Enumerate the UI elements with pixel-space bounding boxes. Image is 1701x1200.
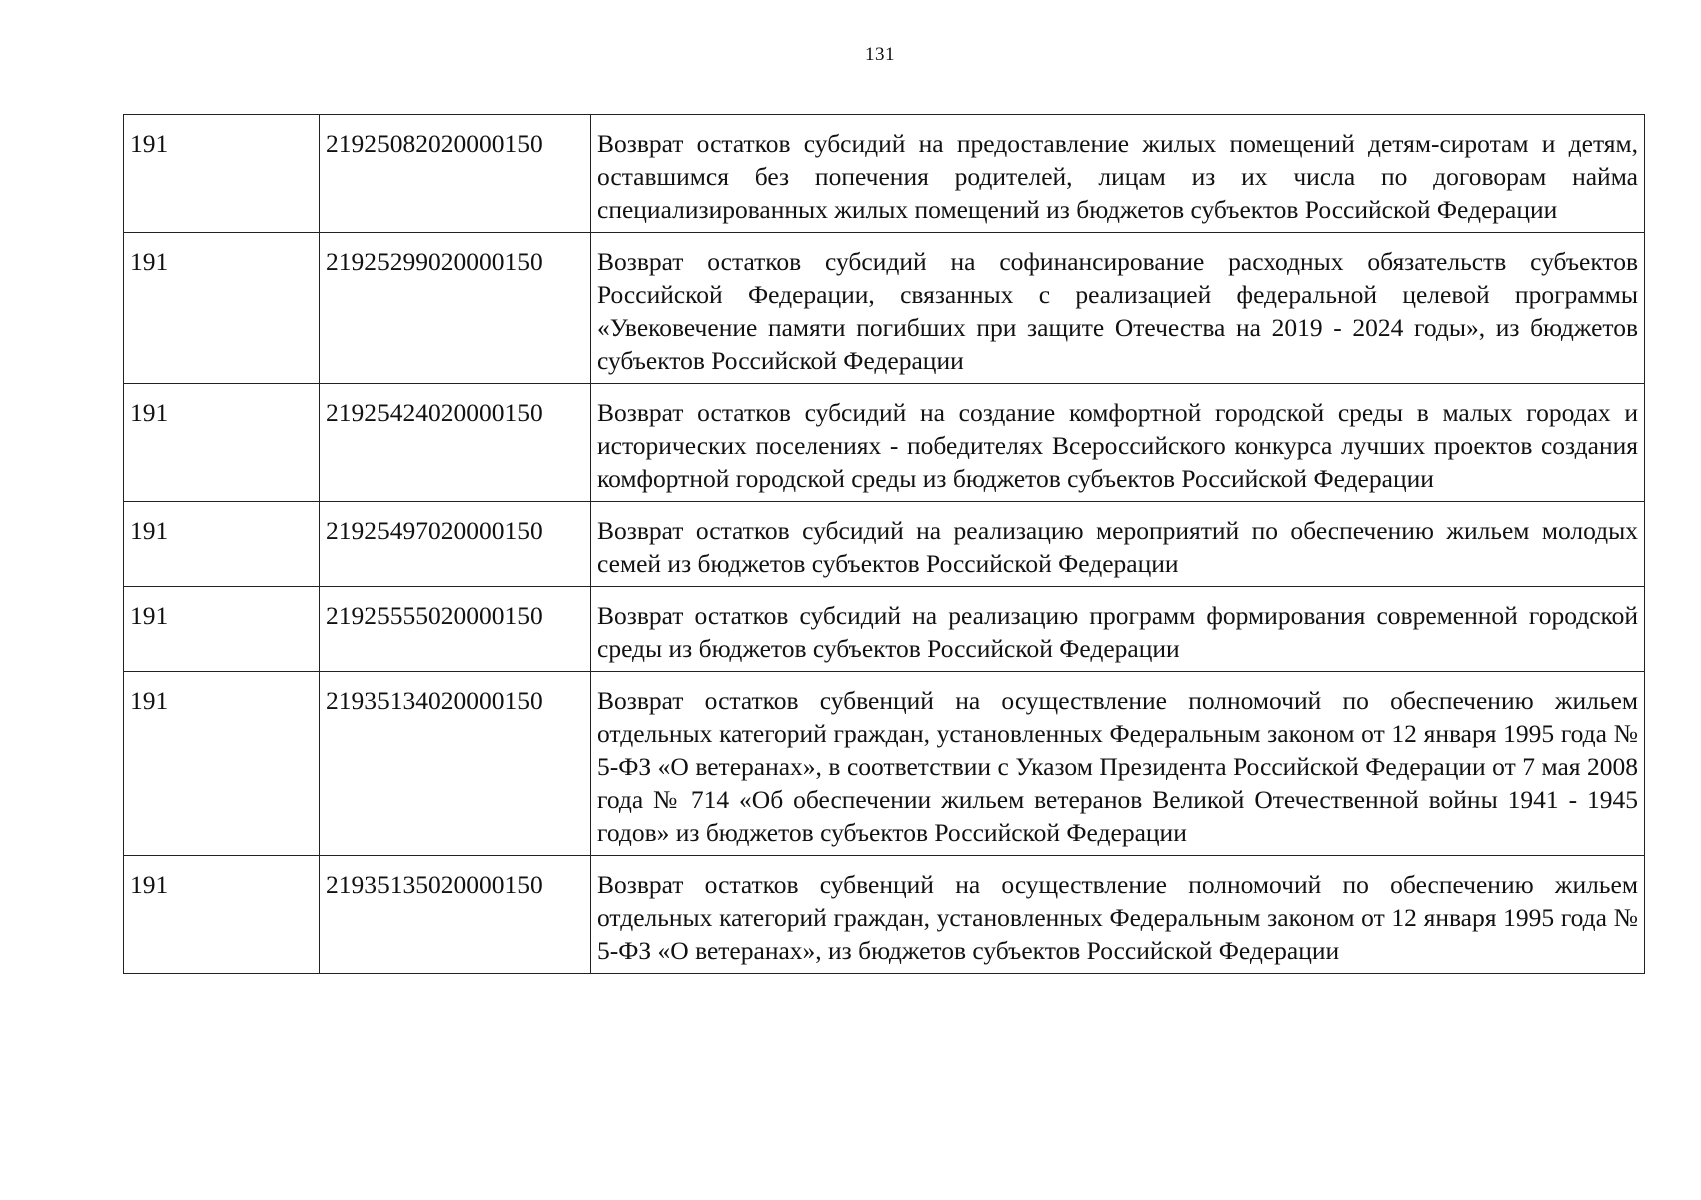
admin-code-cell: 191: [124, 115, 320, 233]
description-cell: Возврат остатков субсидий на реализацию мероприятий по обеспечению жильем молодых семей из бюджетов субъектов Российской Федерации: [591, 502, 1645, 587]
budget-codes-table-container: [123, 114, 1645, 974]
budget-code-cell: 21925497020000150: [320, 502, 591, 587]
admin-code-cell: 191: [124, 856, 320, 974]
description-cell: Возврат остатков субсидий на софинансирование расходных обязательств субъектов Российской Федерации, связанных с реализацией федеральной целевой программы «Увековечение памяти погибших при защите Отечества на 2019 - 2024 годы», из бюджетов субъектов Российской Федерации: [591, 233, 1645, 384]
description-cell: Возврат остатков субвенций на осуществление полномочий по обеспечению жильем отдельных категорий граждан, установленных Федеральным законом от 12 января 1995 года № 5-ФЗ «О ветеранах», в соответствии с Указом Президента Российской Федерации от 7 мая 2008 года № 714 «Об обеспечении жильем ветеранов Великой Отечественной войны 1941 - 1945 годов» из бюджетов субъектов Российской Федерации: [591, 672, 1645, 856]
budget-codes-table: [123, 114, 1645, 974]
budget-code-cell: 21925424020000150: [320, 384, 591, 502]
description-cell: Возврат остатков субсидий на предоставление жилых помещений детям-сиротам и детям, оставшимся без попечения родителей, лицам из их числа по договорам найма специализированных жилых помещений из бюджетов субъектов Российской Федерации: [591, 115, 1645, 233]
budget-code-cell: 21925555020000150: [320, 587, 591, 672]
description-cell: Возврат остатков субвенций на осуществление полномочий по обеспечению жильем отдельных категорий граждан, установленных Федеральным законом от 12 января 1995 года № 5-ФЗ «О ветеранах», из бюджетов субъектов Российской Федерации: [591, 856, 1645, 974]
table-row: [124, 384, 1645, 502]
table-row: [124, 856, 1645, 974]
admin-code-cell: 191: [124, 672, 320, 856]
table-row: [124, 587, 1645, 672]
admin-code-cell: 191: [124, 587, 320, 672]
budget-code-cell: 21935135020000150: [320, 856, 591, 974]
table-row: [124, 672, 1645, 856]
budget-code-cell: 21925082020000150: [320, 115, 591, 233]
page-number: 131: [865, 44, 895, 65]
description-cell: Возврат остатков субсидий на создание комфортной городской среды в малых городах и исторических поселениях - победителях Всероссийского конкурса лучших проектов создания комфортной городской среды из бюджетов субъектов Российской Федерации: [591, 384, 1645, 502]
budget-code-cell: 21935134020000150: [320, 672, 591, 856]
table-row: [124, 115, 1645, 233]
table-row: [124, 502, 1645, 587]
admin-code-cell: 191: [124, 384, 320, 502]
description-cell: Возврат остатков субсидий на реализацию программ формирования современной городской среды из бюджетов субъектов Российской Федерации: [591, 587, 1645, 672]
budget-code-cell: 21925299020000150: [320, 233, 591, 384]
admin-code-cell: 191: [124, 502, 320, 587]
admin-code-cell: 191: [124, 233, 320, 384]
table-row: [124, 233, 1645, 384]
